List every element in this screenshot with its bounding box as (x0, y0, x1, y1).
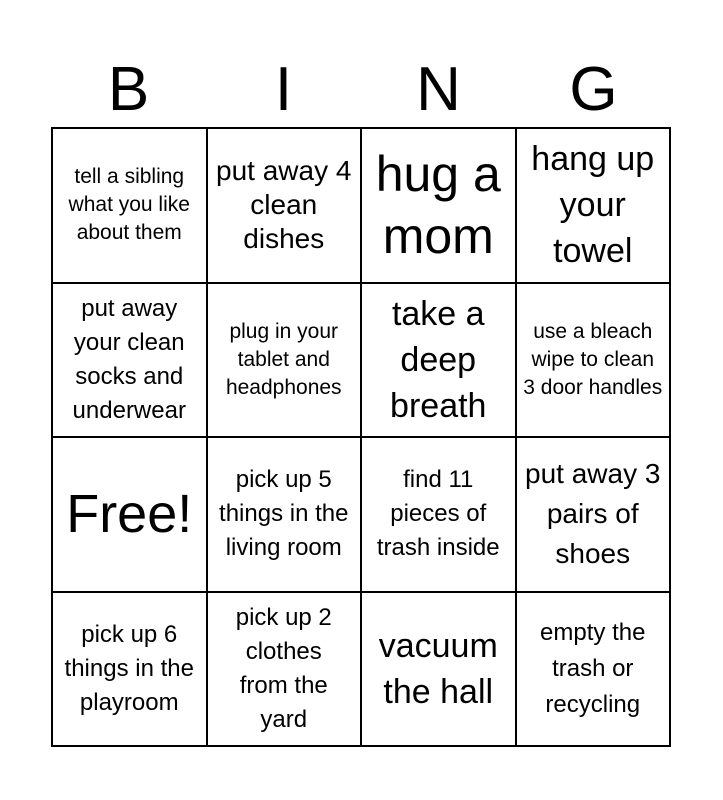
cell-text: pick up 2 clothes from the yard (235, 603, 332, 733)
cell-text: pick up 6 things in the playroom (64, 620, 194, 716)
bingo-cell (517, 438, 672, 593)
bingo-cell (517, 284, 672, 439)
bingo-header (51, 52, 671, 128)
bingo-cell (517, 593, 672, 748)
bingo-cell (362, 438, 517, 593)
bingo-cell (362, 284, 517, 439)
cell-text: hug a mom (375, 146, 501, 265)
bingo-cell (362, 129, 517, 284)
bingo-cell (53, 593, 208, 748)
cell-text: plug in your tablet and headphones (225, 319, 342, 399)
bingo-cell (208, 129, 363, 284)
header-letter-g: G (569, 55, 618, 124)
cell-text: put away 3 pairs of shoes (525, 458, 661, 570)
cell-text: take a deep breath (390, 294, 487, 425)
free-space-text: Free! (66, 484, 193, 545)
bingo-cell (53, 284, 208, 439)
bingo-cell (208, 593, 363, 748)
cell-text: tell a sibling what you like about them (68, 165, 190, 245)
cell-text: put away your clean socks and underwear (72, 294, 186, 424)
bingo-cell (208, 438, 363, 593)
cell-text: empty the trash or recycling (540, 618, 646, 718)
header-letter-n: N (416, 55, 461, 124)
cell-text: vacuum the hall (378, 626, 498, 711)
bingo-cell (53, 129, 208, 284)
cell-text: pick up 5 things in the living room (219, 466, 349, 562)
bingo-grid (51, 127, 671, 747)
cell-text: find 11 pieces of trash inside (376, 466, 500, 562)
cell-text: put away 4 clean dishes (216, 155, 352, 255)
cell-text: hang up your towel (531, 140, 655, 271)
header-letter-b: B (107, 55, 150, 124)
cell-text: use a bleach wipe to clean 3 door handles (523, 319, 663, 399)
bingo-cell (208, 284, 363, 439)
free-space (53, 438, 208, 593)
bingo-cell (362, 593, 517, 748)
header-letter-i: I (274, 55, 293, 124)
bingo-cell (517, 129, 672, 284)
